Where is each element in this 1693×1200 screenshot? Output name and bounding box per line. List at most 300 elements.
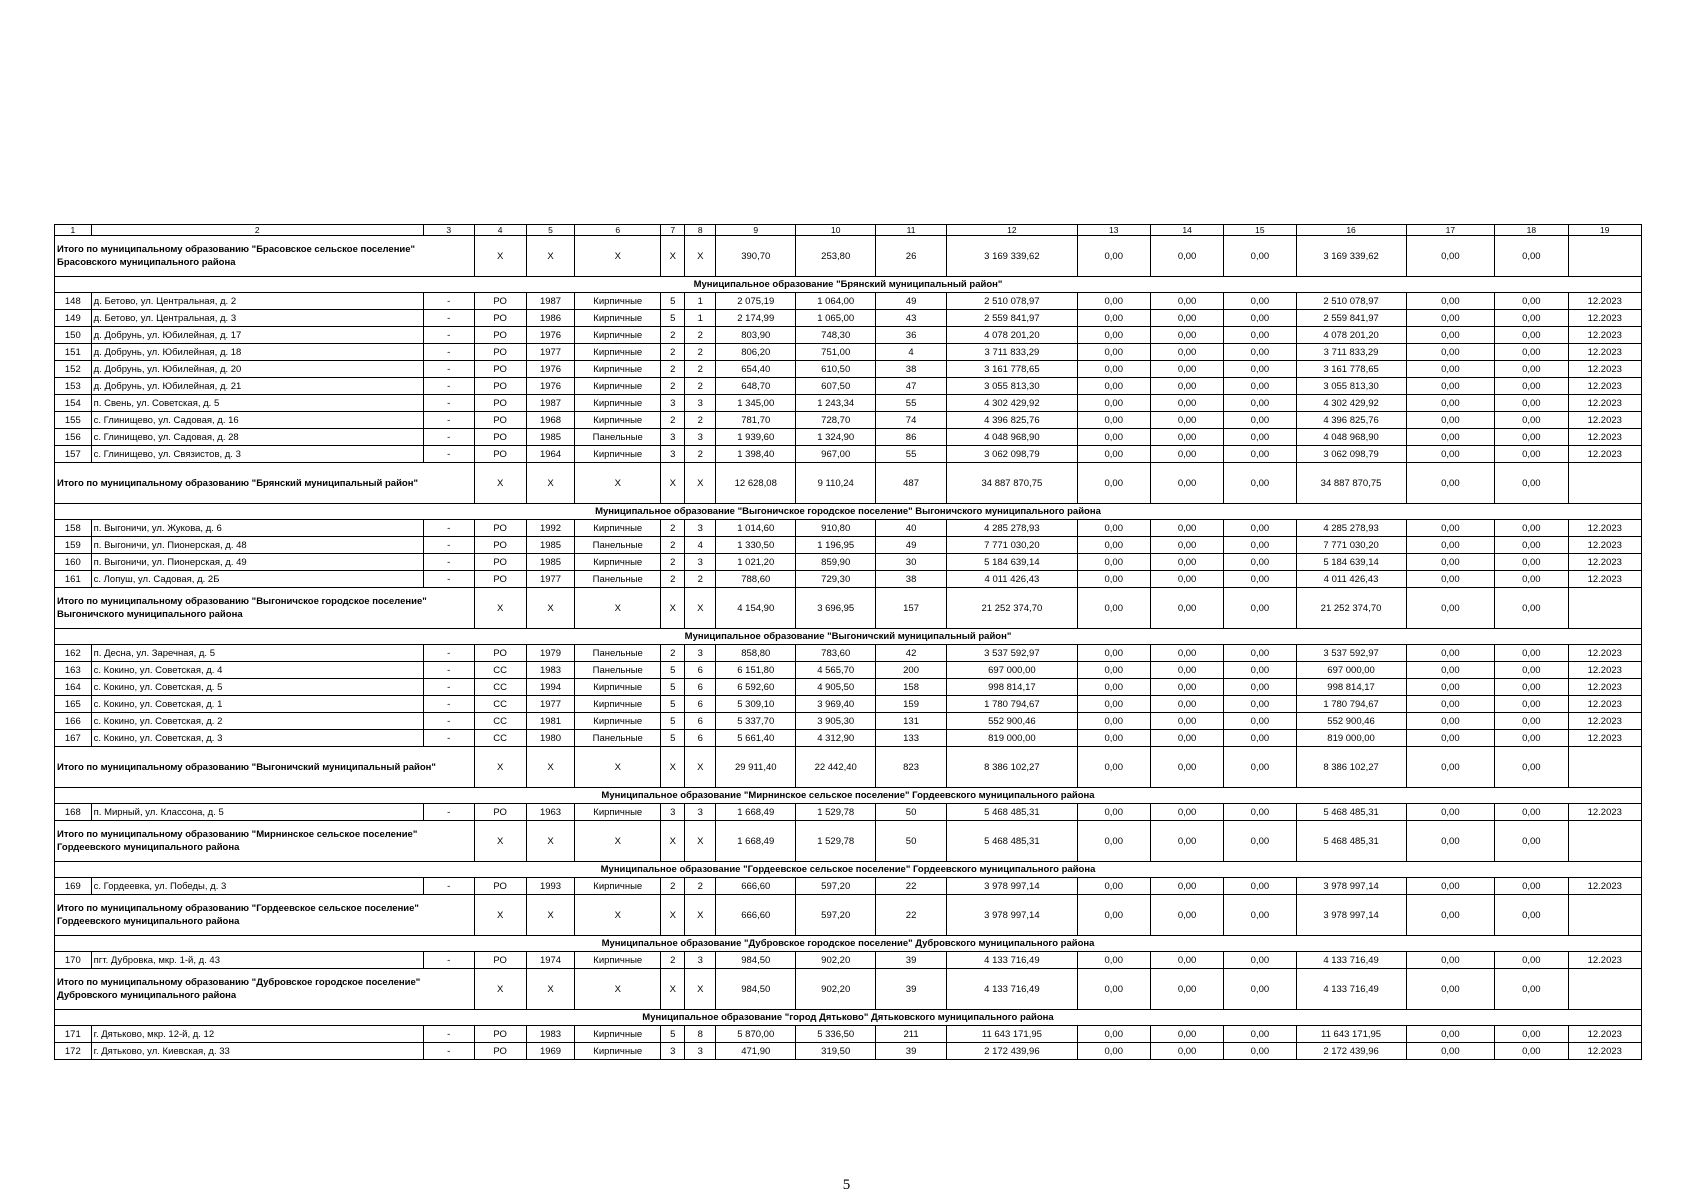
- subtotal-cell: 1 668,49: [716, 821, 796, 862]
- table-cell: -: [423, 554, 474, 571]
- table-cell: 0,00: [1077, 520, 1150, 537]
- table-cell: 1 668,49: [716, 804, 796, 821]
- table-cell: 0,00: [1077, 645, 1150, 662]
- table-cell: 2: [661, 571, 685, 588]
- subtotal-cell: X: [575, 463, 661, 504]
- table-cell: 1985: [526, 429, 575, 446]
- table-cell: 1 345,00: [716, 395, 796, 412]
- table-row: [55, 713, 1642, 730]
- table-cell: 2: [685, 361, 716, 378]
- subtotal-row: [55, 588, 1642, 629]
- table-cell: 150: [55, 327, 92, 344]
- subtotal-cell: 3 169 339,62: [1296, 236, 1406, 277]
- subtotal-cell: X: [661, 463, 685, 504]
- subtotal-cell: 0,00: [1495, 463, 1568, 504]
- subtotal-cell: 0,00: [1077, 463, 1150, 504]
- table-cell: 6: [685, 713, 716, 730]
- address-cell: п. Свень, ул. Советская, д. 5: [91, 395, 423, 412]
- table-cell: 803,90: [716, 327, 796, 344]
- table-cell: 2: [661, 327, 685, 344]
- table-cell: 6: [685, 696, 716, 713]
- section-title: Муниципальное образование "Дубровское городское поселение" Дубровского муниципального района: [55, 936, 1642, 952]
- table-cell: 0,00: [1406, 804, 1495, 821]
- address-cell: п. Мирный, ул. Классона, д. 5: [91, 804, 423, 821]
- subtotal-cell: [1568, 236, 1642, 277]
- table-cell: -: [423, 696, 474, 713]
- table-cell: 39: [875, 952, 946, 969]
- address-cell: с. Кокино, ул. Советская, д. 1: [91, 696, 423, 713]
- table-cell: СС: [474, 713, 526, 730]
- subtotal-cell: X: [474, 588, 526, 629]
- table-cell: 0,00: [1224, 679, 1296, 696]
- table-cell: 1968: [526, 412, 575, 429]
- table-cell: 0,00: [1406, 378, 1495, 395]
- table-cell: Кирпичные: [575, 696, 661, 713]
- table-cell: 12.2023: [1568, 310, 1642, 327]
- table-cell: -: [423, 310, 474, 327]
- table-cell: 0,00: [1077, 293, 1150, 310]
- table-cell: 3: [661, 395, 685, 412]
- table-cell: 12.2023: [1568, 1043, 1642, 1060]
- table-cell: 0,00: [1150, 679, 1223, 696]
- subtotal-cell: 22 442,40: [796, 747, 875, 788]
- table-cell: 154: [55, 395, 92, 412]
- table-cell: 0,00: [1406, 952, 1495, 969]
- subtotal-cell: 253,80: [796, 236, 875, 277]
- table-cell: 0,00: [1150, 310, 1223, 327]
- table-cell: 0,00: [1495, 730, 1568, 747]
- table-row: [55, 520, 1642, 537]
- subtotal-cell: 0,00: [1495, 236, 1568, 277]
- table-cell: 902,20: [796, 952, 875, 969]
- section-title: Муниципальное образование "Выгоничский муниципальный район": [55, 629, 1642, 645]
- table-cell: 0,00: [1150, 429, 1223, 446]
- table-cell: 3 905,30: [796, 713, 875, 730]
- table-cell: 1 196,95: [796, 537, 875, 554]
- table-cell: 1983: [526, 662, 575, 679]
- table-cell: 0,00: [1150, 378, 1223, 395]
- table-cell: 3 969,40: [796, 696, 875, 713]
- subtotal-cell: 487: [875, 463, 946, 504]
- table-cell: 0,00: [1406, 361, 1495, 378]
- address-cell: с. Кокино, ул. Советская, д. 2: [91, 713, 423, 730]
- table-cell: 149: [55, 310, 92, 327]
- table-cell: 2: [661, 645, 685, 662]
- table-cell: 2: [685, 378, 716, 395]
- table-cell: 0,00: [1150, 571, 1223, 588]
- table-cell: 1981: [526, 713, 575, 730]
- table-cell: 666,60: [716, 878, 796, 895]
- table-row: [55, 1026, 1642, 1043]
- table-cell: Панельные: [575, 730, 661, 747]
- subtotal-cell: 26: [875, 236, 946, 277]
- subtotal-cell: X: [661, 895, 685, 936]
- table-cell: 133: [875, 730, 946, 747]
- table-cell: 2: [661, 361, 685, 378]
- table-cell: 40: [875, 520, 946, 537]
- section-title: Муниципальное образование "Брянский муниципальный район": [55, 277, 1642, 293]
- column-number: 19: [1568, 225, 1642, 236]
- address-cell: с. Кокино, ул. Советская, д. 3: [91, 730, 423, 747]
- table-cell: 0,00: [1150, 878, 1223, 895]
- table-cell: 49: [875, 293, 946, 310]
- table-cell: 3 062 098,79: [1296, 446, 1406, 463]
- table-cell: 0,00: [1077, 730, 1150, 747]
- table-cell: 3: [661, 804, 685, 821]
- address-cell: п. Десна, ул. Заречная, д. 5: [91, 645, 423, 662]
- table-cell: -: [423, 395, 474, 412]
- table-cell: 3 055 813,30: [1296, 378, 1406, 395]
- subtotal-row: [55, 236, 1642, 277]
- table-cell: 0,00: [1077, 429, 1150, 446]
- table-cell: 859,90: [796, 554, 875, 571]
- table-cell: 5: [661, 293, 685, 310]
- subtotal-row: [55, 821, 1642, 862]
- table-cell: 12.2023: [1568, 804, 1642, 821]
- table-cell: 0,00: [1495, 520, 1568, 537]
- column-number: 9: [716, 225, 796, 236]
- table-cell: 7 771 030,20: [947, 537, 1077, 554]
- table-cell: 42: [875, 645, 946, 662]
- table-cell: 0,00: [1224, 344, 1296, 361]
- subtotal-cell: 0,00: [1077, 747, 1150, 788]
- table-cell: 0,00: [1077, 395, 1150, 412]
- subtotal-cell: X: [661, 236, 685, 277]
- table-row: [55, 293, 1642, 310]
- column-number: 5: [526, 225, 575, 236]
- table-cell: 0,00: [1406, 520, 1495, 537]
- table-cell: 6: [685, 662, 716, 679]
- table-cell: Кирпичные: [575, 1043, 661, 1060]
- table-cell: 4 011 426,43: [1296, 571, 1406, 588]
- column-number: 6: [575, 225, 661, 236]
- subtotal-cell: 1 529,78: [796, 821, 875, 862]
- table-cell: 5 184 639,14: [947, 554, 1077, 571]
- subtotal-cell: 597,20: [796, 895, 875, 936]
- table-cell: 162: [55, 645, 92, 662]
- subtotal-cell: 666,60: [716, 895, 796, 936]
- table-cell: 0,00: [1150, 730, 1223, 747]
- table-cell: 5 468 485,31: [1296, 804, 1406, 821]
- table-cell: 2: [661, 878, 685, 895]
- subtotal-cell: 8 386 102,27: [1296, 747, 1406, 788]
- table-body: [55, 225, 1642, 1060]
- table-cell: 4 078 201,20: [947, 327, 1077, 344]
- table-cell: -: [423, 1026, 474, 1043]
- table-cell: 11 643 171,95: [947, 1026, 1077, 1043]
- table-cell: 1987: [526, 395, 575, 412]
- table-cell: Панельные: [575, 537, 661, 554]
- table-row: [55, 696, 1642, 713]
- table-row: [55, 446, 1642, 463]
- subtotal-cell: X: [575, 821, 661, 862]
- column-number: 3: [423, 225, 474, 236]
- table-cell: 648,70: [716, 378, 796, 395]
- address-cell: д. Добрунь, ул. Юбилейная, д. 18: [91, 344, 423, 361]
- table-cell: 30: [875, 554, 946, 571]
- table-cell: Кирпичные: [575, 361, 661, 378]
- table-cell: 1987: [526, 293, 575, 310]
- table-cell: 5: [661, 310, 685, 327]
- address-cell: с. Глинищево, ул. Садовая, д. 28: [91, 429, 423, 446]
- table-cell: 0,00: [1495, 571, 1568, 588]
- table-cell: 6: [685, 730, 716, 747]
- table-cell: РО: [474, 446, 526, 463]
- address-cell: д. Бетово, ул. Центральная, д. 3: [91, 310, 423, 327]
- table-cell: 728,70: [796, 412, 875, 429]
- table-cell: 1969: [526, 1043, 575, 1060]
- table-cell: 36: [875, 327, 946, 344]
- table-cell: 5: [661, 662, 685, 679]
- table-cell: 168: [55, 804, 92, 821]
- table-cell: 158: [875, 679, 946, 696]
- table-row: [55, 878, 1642, 895]
- subtotal-cell: 0,00: [1406, 821, 1495, 862]
- table-cell: 3: [685, 804, 716, 821]
- table-cell: 1977: [526, 344, 575, 361]
- table-cell: 910,80: [796, 520, 875, 537]
- table-cell: 0,00: [1406, 344, 1495, 361]
- table-row: [55, 1043, 1642, 1060]
- table-cell: -: [423, 344, 474, 361]
- table-cell: 0,00: [1224, 293, 1296, 310]
- address-cell: с. Глинищево, ул. Связистов, д. 3: [91, 446, 423, 463]
- table-cell: РО: [474, 412, 526, 429]
- subtotal-cell: 0,00: [1406, 463, 1495, 504]
- table-cell: 4 285 278,93: [947, 520, 1077, 537]
- column-number: 7: [661, 225, 685, 236]
- subtotal-cell: 0,00: [1495, 747, 1568, 788]
- subtotal-cell: X: [526, 463, 575, 504]
- table-cell: 5: [661, 1026, 685, 1043]
- subtotal-cell: 902,20: [796, 969, 875, 1010]
- table-cell: 22: [875, 878, 946, 895]
- table-cell: 552 900,46: [947, 713, 1077, 730]
- table-cell: 12.2023: [1568, 1026, 1642, 1043]
- table-cell: 0,00: [1150, 446, 1223, 463]
- table-row: [55, 378, 1642, 395]
- table-cell: 0,00: [1495, 344, 1568, 361]
- table-cell: 151: [55, 344, 92, 361]
- table-cell: -: [423, 645, 474, 662]
- address-cell: д. Бетово, ул. Центральная, д. 2: [91, 293, 423, 310]
- address-cell: п. Выгоничи, ул. Пионерская, д. 49: [91, 554, 423, 571]
- subtotal-cell: 0,00: [1495, 895, 1568, 936]
- table-cell: 3 978 997,14: [947, 878, 1077, 895]
- table-cell: 5 336,50: [796, 1026, 875, 1043]
- table-cell: -: [423, 804, 474, 821]
- column-number: 13: [1077, 225, 1150, 236]
- table-cell: 0,00: [1077, 344, 1150, 361]
- table-cell: РО: [474, 1043, 526, 1060]
- table-cell: 12.2023: [1568, 730, 1642, 747]
- subtotal-cell: X: [474, 969, 526, 1010]
- table-cell: -: [423, 412, 474, 429]
- table-cell: 0,00: [1495, 713, 1568, 730]
- table-cell: 0,00: [1077, 310, 1150, 327]
- table-cell: 1985: [526, 554, 575, 571]
- table-cell: 3: [661, 1043, 685, 1060]
- column-number: 15: [1224, 225, 1296, 236]
- table-cell: 0,00: [1224, 361, 1296, 378]
- table-cell: РО: [474, 804, 526, 821]
- table-cell: 0,00: [1495, 293, 1568, 310]
- subtotal-cell: [1568, 747, 1642, 788]
- table-cell: 5: [661, 713, 685, 730]
- table-cell: Панельные: [575, 429, 661, 446]
- section-title: Муниципальное образование "Мирнинское сельское поселение" Гордеевского муниципального района: [55, 788, 1642, 804]
- table-cell: 1 939,60: [716, 429, 796, 446]
- subtotal-cell: X: [474, 236, 526, 277]
- table-cell: 12.2023: [1568, 412, 1642, 429]
- address-cell: д. Добрунь, ул. Юбилейная, д. 17: [91, 327, 423, 344]
- subtotal-label: Итого по муниципальному образованию "Дубровское городское поселение" Дубровского муниципального района: [55, 969, 475, 1010]
- table-cell: РО: [474, 293, 526, 310]
- table-cell: 3 711 833,29: [1296, 344, 1406, 361]
- table-cell: 0,00: [1150, 662, 1223, 679]
- subtotal-row: [55, 969, 1642, 1010]
- table-cell: 12.2023: [1568, 878, 1642, 895]
- table-cell: 0,00: [1495, 804, 1568, 821]
- table-cell: 0,00: [1406, 662, 1495, 679]
- table-cell: 0,00: [1495, 878, 1568, 895]
- table-cell: 4: [685, 537, 716, 554]
- table-cell: Кирпичные: [575, 952, 661, 969]
- table-cell: Кирпичные: [575, 878, 661, 895]
- table-cell: 1974: [526, 952, 575, 969]
- subtotal-cell: X: [661, 969, 685, 1010]
- table-cell: РО: [474, 571, 526, 588]
- table-cell: 3: [685, 554, 716, 571]
- table-cell: 1977: [526, 571, 575, 588]
- table-cell: 3 161 778,65: [1296, 361, 1406, 378]
- table-cell: 654,40: [716, 361, 796, 378]
- table-cell: 6 592,60: [716, 679, 796, 696]
- table-cell: 1979: [526, 645, 575, 662]
- table-cell: 1 014,60: [716, 520, 796, 537]
- subtotal-cell: 9 110,24: [796, 463, 875, 504]
- table-cell: 984,50: [716, 952, 796, 969]
- column-number: 2: [91, 225, 423, 236]
- table-row: [55, 645, 1642, 662]
- subtotal-cell: [1568, 821, 1642, 862]
- table-row: [55, 679, 1642, 696]
- table-cell: 1992: [526, 520, 575, 537]
- table-cell: Кирпичные: [575, 310, 661, 327]
- table-cell: 12.2023: [1568, 952, 1642, 969]
- table-cell: 4 078 201,20: [1296, 327, 1406, 344]
- table-cell: 0,00: [1495, 395, 1568, 412]
- table-cell: 2: [661, 554, 685, 571]
- table-cell: 0,00: [1406, 696, 1495, 713]
- table-cell: Кирпичные: [575, 713, 661, 730]
- subtotal-cell: X: [474, 463, 526, 504]
- table-cell: 2 510 078,97: [1296, 293, 1406, 310]
- section-title: Муниципальное образование "Гордеевское сельское поселение" Гордеевского муниципального района: [55, 862, 1642, 878]
- table-cell: 3 537 592,97: [1296, 645, 1406, 662]
- table-cell: 0,00: [1150, 412, 1223, 429]
- subtotal-cell: 157: [875, 588, 946, 629]
- table-row: [55, 361, 1642, 378]
- table-cell: 4: [875, 344, 946, 361]
- address-cell: п. Выгоничи, ул. Жукова, д. 6: [91, 520, 423, 537]
- table-cell: 12.2023: [1568, 537, 1642, 554]
- table-cell: 5 468 485,31: [947, 804, 1077, 821]
- subtotal-cell: 3 169 339,62: [947, 236, 1077, 277]
- table-cell: РО: [474, 952, 526, 969]
- subtotal-cell: 5 468 485,31: [947, 821, 1077, 862]
- table-cell: 0,00: [1224, 878, 1296, 895]
- table-cell: 1983: [526, 1026, 575, 1043]
- table-cell: 0,00: [1150, 1043, 1223, 1060]
- table-cell: 0,00: [1150, 696, 1223, 713]
- table-cell: 153: [55, 378, 92, 395]
- table-cell: 166: [55, 713, 92, 730]
- subtotal-cell: 3 978 997,14: [1296, 895, 1406, 936]
- column-number: 14: [1150, 225, 1223, 236]
- table-cell: 2: [661, 952, 685, 969]
- table-cell: Кирпичные: [575, 446, 661, 463]
- subtotal-label: Итого по муниципальному образованию "Мирнинское сельское поселение" Гордеевского муниципального района: [55, 821, 475, 862]
- table-cell: 164: [55, 679, 92, 696]
- column-number-row: [55, 225, 1642, 236]
- table-cell: 1 243,34: [796, 395, 875, 412]
- table-cell: 0,00: [1150, 952, 1223, 969]
- page-number: 5: [842, 1177, 851, 1193]
- table-cell: 1963: [526, 804, 575, 821]
- table-cell: 2 559 841,97: [1296, 310, 1406, 327]
- table-cell: Кирпичные: [575, 293, 661, 310]
- table-cell: -: [423, 293, 474, 310]
- table-cell: 0,00: [1077, 952, 1150, 969]
- column-number: 1: [55, 225, 92, 236]
- table-cell: 1 065,00: [796, 310, 875, 327]
- table-cell: РО: [474, 361, 526, 378]
- table-cell: 2: [661, 412, 685, 429]
- table-cell: 0,00: [1077, 1043, 1150, 1060]
- table-cell: 0,00: [1406, 293, 1495, 310]
- table-cell: 0,00: [1224, 327, 1296, 344]
- subtotal-cell: X: [575, 236, 661, 277]
- section-header-row: [55, 629, 1642, 645]
- table-cell: Кирпичные: [575, 520, 661, 537]
- table-cell: 0,00: [1150, 395, 1223, 412]
- table-cell: 471,90: [716, 1043, 796, 1060]
- table-cell: РО: [474, 310, 526, 327]
- table-cell: Панельные: [575, 662, 661, 679]
- table-cell: 200: [875, 662, 946, 679]
- subtotal-label: Итого по муниципальному образованию "Гордеевское сельское поселение" Гордеевского муниципального района: [55, 895, 475, 936]
- table-cell: 0,00: [1406, 679, 1495, 696]
- table-cell: 158: [55, 520, 92, 537]
- column-number: 17: [1406, 225, 1495, 236]
- table-cell: -: [423, 361, 474, 378]
- subtotal-cell: 823: [875, 747, 946, 788]
- table-cell: 0,00: [1495, 662, 1568, 679]
- table-cell: 4 133 716,49: [947, 952, 1077, 969]
- table-cell: 170: [55, 952, 92, 969]
- table-cell: 74: [875, 412, 946, 429]
- table-cell: 2 075,19: [716, 293, 796, 310]
- table-cell: 38: [875, 361, 946, 378]
- table-cell: 788,60: [716, 571, 796, 588]
- table-cell: 1994: [526, 679, 575, 696]
- table-cell: 0,00: [1077, 378, 1150, 395]
- table-cell: 55: [875, 446, 946, 463]
- table-cell: 0,00: [1150, 537, 1223, 554]
- subtotal-cell: 0,00: [1077, 821, 1150, 862]
- table-cell: 0,00: [1224, 446, 1296, 463]
